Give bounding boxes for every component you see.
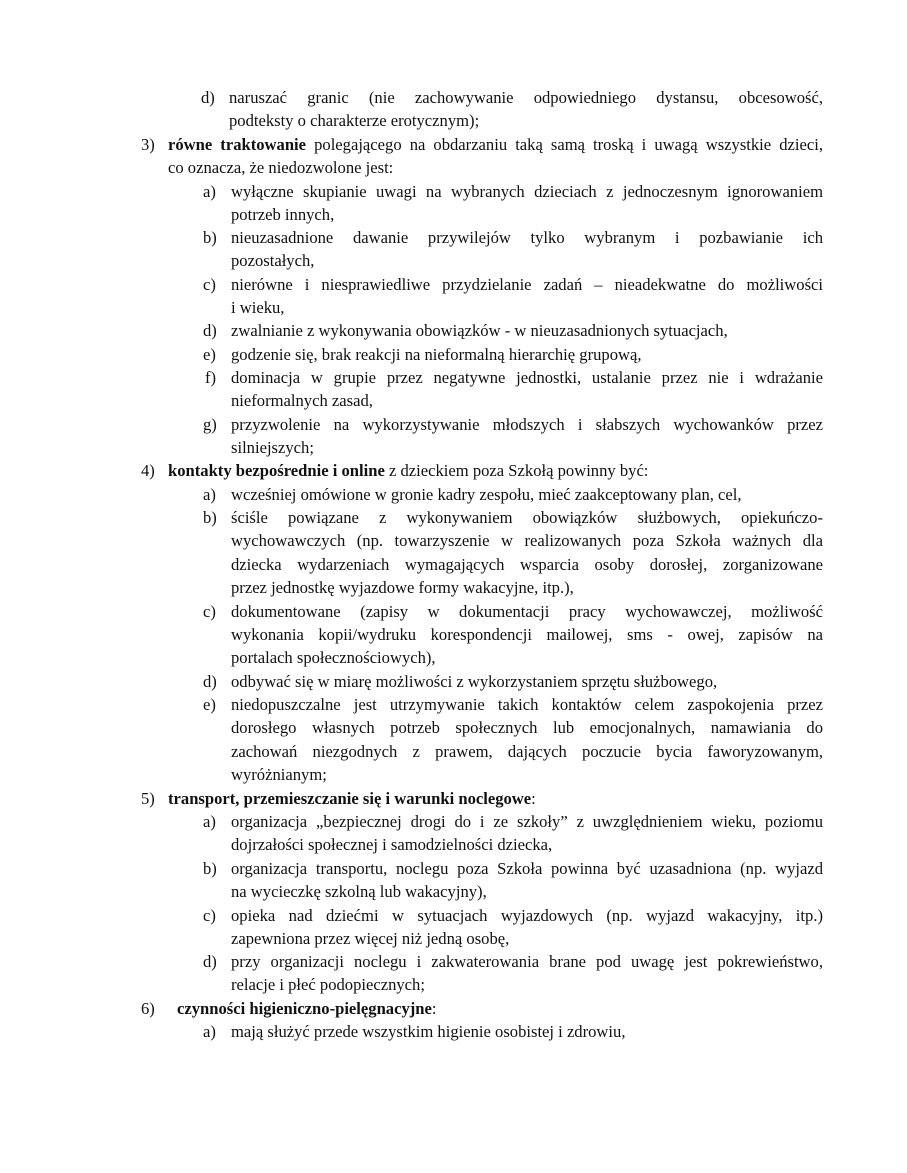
section-heading-bold: równe traktowanie xyxy=(168,135,307,154)
list-item-text: wcześniej omówione w gronie kadry zespołu, mieć zaakceptowany plan, cel, xyxy=(231,485,742,504)
section-heading-bold: transport, przemieszczanie się i warunki noclegowe xyxy=(168,789,532,808)
list-item-text: przy organizacji noclegu i zakwaterowania brane pod uwagę jest pokrewieństwo, xyxy=(231,952,823,971)
list-item-text: organizacja transportu, noclegu poza Szkoła powinna być uzasadniona (np. wyjazd xyxy=(231,859,823,878)
list-item-text: pozostałych, xyxy=(231,251,315,270)
section-number: 4) xyxy=(141,461,155,480)
list-item-text: odbywać się w miarę możliwości z wykorzystaniem sprzętu służbowego, xyxy=(231,672,718,691)
list-item-text: podteksty o charakterze erotycznym); xyxy=(229,111,480,130)
list-item-text: nieuzasadnione dawanie przywilejów tylko wybranym i pozbawianie ich xyxy=(231,228,823,247)
list-item-text: zwalnianie z wykonywania obowiązków - w nieuzasadnionych sytuacjach, xyxy=(231,321,728,340)
section-heading-bold: czynności higieniczno-pielęgnacyjne xyxy=(177,999,432,1018)
list-item-text: dziecka wydarzeniach wymagających wsparcia osoby dorosłej, zorganizowane xyxy=(231,555,823,574)
list-item-text: dokumentowane (zapisy w dokumentacji pracy wychowawczej, możliwość xyxy=(231,602,823,621)
list-item-text: na wycieczkę szkolną lub wakacyjny), xyxy=(231,882,487,901)
list-item-text: dominacja w grupie przez negatywne jednostki, ustalanie przez nie i wdrażanie xyxy=(231,368,823,387)
list-item-text: portalach społecznościowych), xyxy=(231,648,436,667)
section-heading xyxy=(177,997,437,1020)
section-heading-rest: : xyxy=(431,999,437,1018)
list-marker: d) xyxy=(203,321,217,340)
section-heading xyxy=(168,133,823,156)
list-marker: a) xyxy=(203,812,216,831)
list-item-text: zapewniona przez więcej niż jedną osobę, xyxy=(231,929,510,948)
list-item-text: zachowań niezgodnych z prawem, dających poczucie bycia faworyzowanym, xyxy=(231,742,823,761)
list-item-text: wychowawczych (np. towarzyszenie w realizowanych poza Szkoła ważnych dla xyxy=(231,531,823,550)
section-number: 6) xyxy=(141,999,155,1018)
list-marker: a) xyxy=(203,1022,216,1041)
list-item-text: wykonania kopii/wydruku korespondencji mailowej, sms - owej, zapisów na xyxy=(231,625,823,644)
section-number: 5) xyxy=(141,789,155,808)
list-marker: b) xyxy=(203,508,217,527)
list-marker: d) xyxy=(203,952,217,971)
list-item-text: wyróżnianym; xyxy=(231,765,327,784)
list-item-text: wyłączne skupianie uwagi na wybranych dzieciach z jednoczesnym ignorowaniem xyxy=(231,182,823,201)
list-item-text: godzenie się, brak reakcji na nieformalną hierarchię grupową, xyxy=(231,345,642,364)
section-heading xyxy=(168,787,536,810)
list-marker: b) xyxy=(203,228,217,247)
list-item-text: nieformalnych zasad, xyxy=(231,391,373,410)
list-marker: d) xyxy=(203,672,217,691)
list-marker: d) xyxy=(201,88,215,107)
section-heading-rest: polegającego na obdarzaniu taką samą troską i uwagą wszystkie dzieci, xyxy=(306,135,823,154)
list-item-text: dorosłego własnych potrzeb społecznych lub emocjonalnych, namawiania do xyxy=(231,718,823,737)
section-number: 3) xyxy=(141,135,155,154)
list-item-text: przez jednostkę wyjazdowe formy wakacyjne, itp.), xyxy=(231,578,574,597)
list-item-text: ściśle powiązane z wykonywaniem obowiązków służbowych, opiekuńczo- xyxy=(231,508,823,527)
list-item-text: organizacja „bezpiecznej drogi do i ze szkoły” z uwzględnieniem wieku, poziomu xyxy=(231,812,823,831)
list-marker: e) xyxy=(203,695,216,714)
list-marker: g) xyxy=(203,415,217,434)
section-text: co oznacza, że niedozwolone jest: xyxy=(168,158,394,177)
list-marker: c) xyxy=(203,602,216,621)
section-heading-rest: z dzieckiem poza Szkołą powinny być: xyxy=(384,461,649,480)
list-marker: a) xyxy=(203,485,216,504)
list-marker: c) xyxy=(203,275,216,294)
list-item-text: dojrzałości społecznej i samodzielności dziecka, xyxy=(231,835,553,854)
list-item-text: nierówne i niesprawiedliwe przydzielanie zadań – nieadekwatne do możliwości xyxy=(231,275,823,294)
list-marker: e) xyxy=(203,345,216,364)
list-marker: f) xyxy=(205,368,217,387)
list-marker: c) xyxy=(203,906,216,925)
list-item-text: niedopuszczalne jest utrzymywanie takich kontaktów celem zaspokojenia przez xyxy=(231,695,823,714)
list-item-text: przyzwolenie na wykorzystywanie młodszych i słabszych wychowanków przez xyxy=(231,415,823,434)
list-item-text: relacje i płeć podopiecznych; xyxy=(231,975,425,994)
section-heading-rest: : xyxy=(531,789,536,808)
list-item-text: mają służyć przede wszystkim higienie osobistej i zdrowiu, xyxy=(231,1022,626,1041)
list-item-text: potrzeb innych, xyxy=(231,205,335,224)
list-marker: b) xyxy=(203,859,217,878)
list-item-text: i wieku, xyxy=(231,298,285,317)
list-item-text: silniejszych; xyxy=(231,438,314,457)
section-heading-bold: kontakty bezpośrednie i online xyxy=(168,461,385,480)
list-item-text: naruszać granic (nie zachowywanie odpowiedniego dystansu, obcesowość, xyxy=(229,88,823,107)
list-item-text: opieka nad dziećmi w sytuacjach wyjazdowych (np. wyjazd wakacyjny, itp.) xyxy=(231,906,823,925)
section-heading xyxy=(168,459,648,482)
list-marker: a) xyxy=(203,182,216,201)
